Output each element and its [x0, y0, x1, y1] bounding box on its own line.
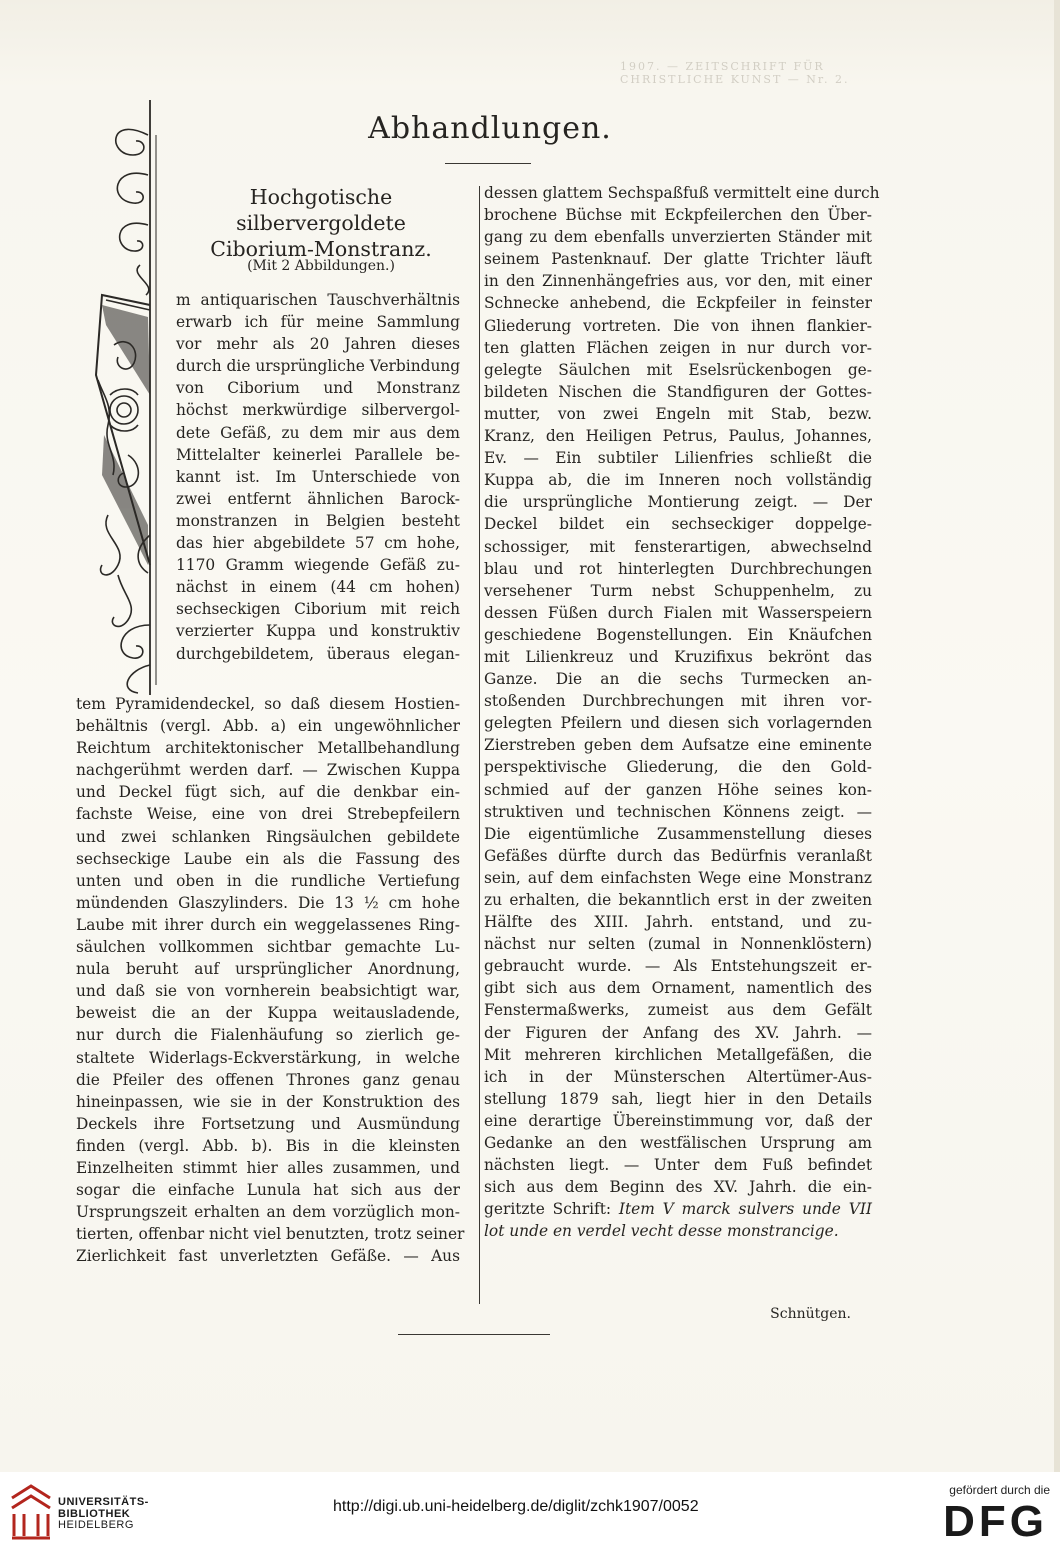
- text-line: bildeten Nischen die Standfiguren der Gottes-: [484, 382, 872, 401]
- text-line: Hälfte des XIII. Jahrh. entstand, und zu-: [484, 913, 872, 932]
- text-line: von Ciborium und Monstranz: [176, 379, 460, 398]
- text-line: nula beruht auf ursprünglicher Anordnung,: [76, 960, 460, 979]
- text-line: tierten, offenbar nicht viel benutzten, trotz seiner: [76, 1225, 465, 1244]
- permalink-url[interactable]: http://digi.ub.uni-heidelberg.de/diglit/zchk1907/0052: [333, 1498, 699, 1515]
- decorative-initial-ornament: [88, 95, 164, 700]
- library-logo-icon: [8, 1484, 54, 1540]
- text-line: Fenstermaßwerks, zumeist aus dem Gefält: [484, 1001, 872, 1020]
- text-line: kannt ist. Im Unterschiede von: [176, 467, 460, 486]
- text-line: und Deckel fügt sich, auf die denkbar ein-: [76, 783, 460, 802]
- text-line: dessen glattem Sechspaßfuß vermittelt eine durch: [484, 184, 880, 202]
- article-title-line-1: Hochgotische silbervergoldete: [236, 185, 406, 235]
- text-line: Zierlichkeit fast unverletzten Gefäße. — Aus: [76, 1247, 460, 1266]
- text-line: Zierstreben geben dem Aufsatze eine eminente: [484, 736, 872, 755]
- article-title: [163, 184, 479, 262]
- text-line: versehener Turm nebst Schuppenhelm, zu: [484, 581, 872, 600]
- text-line: beweist die an der Kuppa weitausladende,: [76, 1004, 460, 1023]
- text-line: Ursprungszeit erhalten an dem vorzüglich mon-: [76, 1203, 460, 1222]
- text-line: eine derartige Übereinstimmung vor, daß der: [484, 1111, 872, 1130]
- text-line: sein, auf dem einfachsten Wege eine Monstranz: [484, 868, 872, 887]
- text-line: zu erhalten, die bekanntlich erst in der zweiten: [484, 891, 872, 909]
- library-name-line-1: UNIVERSITÄTS-: [58, 1496, 149, 1508]
- footer-bar: [0, 1472, 1060, 1551]
- text-line: mit Lilienkreuz und Kruzifixus bekrönt das: [484, 647, 872, 666]
- text-line: durch die ursprüngliche Verbindung: [176, 357, 461, 376]
- text-line: nächst nur selten (zumal in Nonnenklöstern): [484, 935, 872, 954]
- text-line: Mittelalter keinerlei Parallele be-: [176, 445, 460, 464]
- text-line: monstranzen in Belgien besteht: [176, 511, 460, 530]
- text-line: zwei entfernt ähnlichen Barock-: [176, 489, 460, 508]
- right-column-text: [484, 182, 880, 1243]
- text-line: m antiquarischen Tauschverhältnis: [176, 291, 460, 309]
- text-line: Mit mehreren kirchlichen Metallgefäßen, die: [484, 1045, 872, 1064]
- library-name-line-3: HEIDELBERG: [58, 1519, 134, 1531]
- text-line: vor mehr als 20 Jahren dieses: [176, 335, 460, 354]
- inscription-line-1: [484, 1198, 872, 1220]
- text-line: sechseckigen Ciborium mit reich: [176, 600, 460, 619]
- text-line: gibt sich aus dem Ornament, namentlich des: [484, 979, 872, 998]
- text-line: perspektivische Gliederung, die den Gold-: [484, 758, 872, 777]
- text-line: der Figuren der Anfang des XV. Jahrh. —: [484, 1023, 872, 1042]
- text-line: das hier abgebildete 57 cm hohe,: [176, 534, 460, 553]
- text-line: gang zu dem ebenfalls unverzierten Ständer mit: [484, 228, 872, 247]
- text-line: gebraucht wurde. — Als Entstehungszeit er-: [484, 957, 872, 976]
- text-line: stoßenden Durchbrechungen mit ihren vor-: [484, 692, 872, 711]
- text-line: mündenden Glaszylinders. Die 13 ½ cm hohe: [76, 893, 460, 912]
- text-line: mutter, von zwei Engeln mit Stab, bezw.: [484, 404, 872, 423]
- figures-note: (Mit 2 Abbildungen.): [247, 258, 395, 274]
- text-line: gelegten Pfeilern und diesen sich vorlagernden: [484, 714, 872, 733]
- text-line: hineinpassen, wie sie in der Konstruktion des: [76, 1092, 460, 1111]
- heading-rule: [445, 163, 531, 164]
- text-line: nächst in einem (44 cm hohen): [176, 578, 460, 597]
- running-head: 1907. — ZEITSCHRIFT FÜR CHRISTLICHE KUNST — Nr. 2.: [620, 60, 850, 86]
- text-line: und zwei schlanken Ringsäulchen gebildete: [76, 827, 460, 846]
- text-line: blau und rot hinterlegten Durchbrechungen: [484, 559, 872, 578]
- end-rule: [398, 1334, 550, 1335]
- inscription-line-2: lot unde en verdel vecht desse monstrancige.: [484, 1222, 839, 1241]
- text-line: 1170 Gramm wiegende Gefäß zu-: [176, 556, 460, 575]
- text-line: struktiven und technischen Könnens zeigt. —: [484, 802, 872, 821]
- text-line: nachgerühmt werden darf. — Zwischen Kuppa: [76, 761, 460, 780]
- text-line: höchst merkwürdige silbervergol-: [176, 401, 460, 420]
- text-line: sechseckige Laube ein als die Fassung des: [76, 849, 460, 868]
- text-line: Kranz, den Heiligen Petrus, Paulus, Johannes,: [484, 427, 872, 446]
- column-divider: [479, 186, 480, 1304]
- text-line: Die eigentümliche Zusammenstellung dieses: [484, 824, 872, 843]
- page-edge: [1054, 0, 1060, 1472]
- text-line: schmied auf der ganzen Höhe seines kon-: [484, 780, 872, 799]
- text-line: Gefäßes dürfte durch das Bedürfnis veranlaßt: [484, 846, 872, 865]
- text-line: ich in der Münsterschen Altertümer-Aus-: [484, 1067, 872, 1086]
- article-title-line-2: Ciborium-Monstranz.: [210, 237, 432, 261]
- text-line: Reichtum architektonischer Metallbehandlung: [76, 739, 460, 758]
- text-line: dessen Füßen durch Fialen mit Wasserspeiern: [484, 603, 872, 622]
- text-line: unten und oben in die rundliche Vertiefung: [76, 871, 460, 890]
- text-line: Schnecke anhebend, die Eckpfeiler in feinster: [484, 294, 872, 313]
- text-line: Ganze. Die an die sechs Turmecken an-: [484, 670, 872, 689]
- text-line: Einzelheiten stimmt hier alles zusammen, und: [76, 1158, 460, 1177]
- text-line: Gliederung vortreten. Die von ihnen flankier-: [484, 316, 872, 335]
- text-line: behältnis (vergl. Abb. a) ein ungewöhnlicher: [76, 717, 460, 736]
- text-line: tem Pyramidendeckel, so daß diesem Hostien-: [76, 695, 460, 713]
- text-line: schossiger, mit fensterartigen, abwechselnd: [484, 537, 872, 556]
- text-line: staltete Widerlags-Eckverstärkung, in welche: [76, 1048, 460, 1067]
- text-line: sogar die einfache Lunula hat sich aus der: [76, 1181, 460, 1200]
- left-column-text: [76, 693, 465, 1267]
- text-line: nur durch die Fialenhäufung so zierlich ge-: [76, 1026, 460, 1045]
- text-line: Deckel bildet ein sechseckiger doppelge-: [484, 515, 872, 534]
- text-line: ten glatten Flächen zeigen in nur durch vor-: [484, 338, 872, 357]
- text-line: säulchen vollkommen sichtbar gemachte Lu-: [76, 938, 460, 957]
- text-line: finden (vergl. Abb. b). Bis in die kleinsten: [76, 1136, 460, 1155]
- text-line: erwarb ich für meine Sammlung: [176, 313, 460, 332]
- text-line: stellung 1879 sah, liegt hier in den Details: [484, 1089, 872, 1108]
- text-line: nächsten liegt. — Unter dem Fuß befindet: [484, 1156, 872, 1175]
- text-line: Kuppa ab, die im Inneren noch vollständig: [484, 471, 872, 490]
- left-column-indented-text: [176, 289, 460, 665]
- text-line: gelegte Säulchen mit Eselsrückenbogen ge-: [484, 360, 872, 379]
- section-heading: Abhandlungen.: [368, 111, 612, 146]
- text-line: dete Gefäß, zu dem mir aus dem: [176, 423, 460, 442]
- library-name-line-2: BIBLIOTHEK: [58, 1507, 131, 1520]
- text-line: Gedanke an den westfälischen Ursprung am: [484, 1134, 872, 1153]
- text-line: Laube mit ihrer durch ein weggelassenes Ring-: [76, 915, 460, 934]
- author-signature: Schnütgen.: [770, 1306, 851, 1322]
- text-line: in den Zinnenhängefries aus, vor den, mit einer: [484, 272, 872, 291]
- text-line: fachste Weise, eine von drei Strebepfeilern: [76, 805, 460, 824]
- text-line: durchgebildetem, überaus elegan-: [176, 644, 460, 663]
- text-line: die Pfeiler des offenen Thrones ganz genau: [76, 1070, 460, 1089]
- text-line: und daß sie von vornherein beabsichtigt war,: [76, 982, 460, 1001]
- inscription-prefix: geritzte Schrift:: [484, 1200, 619, 1219]
- text-line: die ursprüngliche Montierung zeigt. — Der: [484, 493, 872, 512]
- text-line: sich aus dem Beginn des XV. Jahrh. die ein-: [484, 1178, 872, 1197]
- text-line: Ev. — Ein subtiler Lilienfries schließt die: [484, 449, 872, 468]
- text-line: verzierter Kuppa und konstruktiv: [176, 622, 460, 641]
- text-line: seinem Pastenknauf. Der glatte Trichter läuft: [484, 250, 872, 269]
- text-line: Deckels ihre Fortsetzung und Ausmündung: [76, 1114, 460, 1133]
- dfg-logo: DFG: [943, 1497, 1048, 1546]
- text-line: geschiedene Bogenstellungen. Ein Knäufchen: [484, 625, 872, 644]
- library-name: [58, 1497, 149, 1532]
- funding-text: gefördert durch die: [949, 1483, 1050, 1497]
- inscription-text: Item V marck sulvers unde VII: [618, 1200, 872, 1219]
- text-line: brochene Büchse mit Eckpfeilerchen den Über-: [484, 206, 872, 225]
